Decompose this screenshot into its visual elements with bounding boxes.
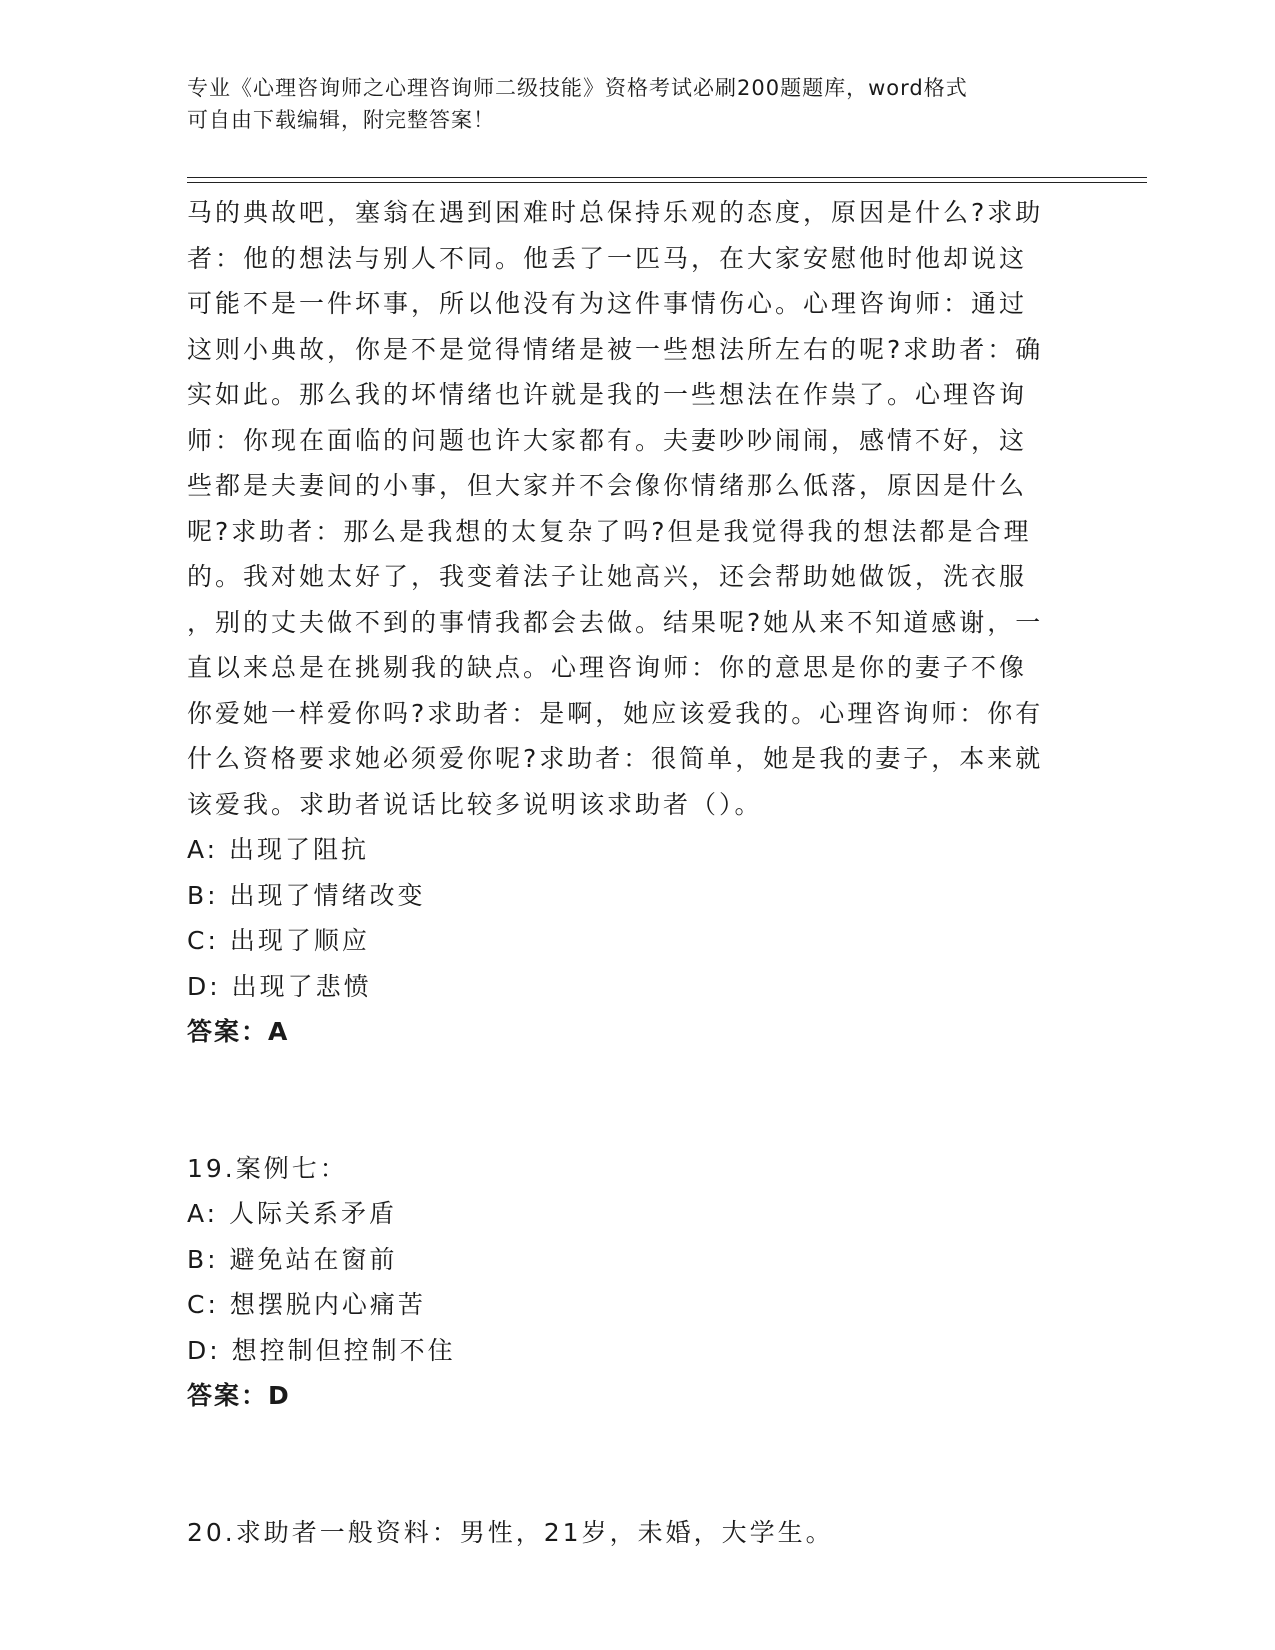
- stem-line: 可能不是一件坏事，所以他没有为这件事情伤心。心理咨询师：通过: [187, 289, 1028, 318]
- q19-answer: 答案：D: [187, 1381, 291, 1410]
- q18-option-d: D: 出现了悲愤: [187, 971, 372, 1001]
- q19-option-a: A: 人际关系矛盾: [187, 1199, 398, 1228]
- stem-line: 什么资格要求她必须爱你呢?求助者：很简单，她是我的妻子，本来就: [187, 744, 1044, 773]
- q19-option-b: B: 避免站在窗前: [187, 1244, 398, 1274]
- stem-line: 该爱我。求助者说话比较多说明该求助者（）。: [187, 789, 763, 819]
- q19-title: 19.案例七：: [187, 1153, 348, 1183]
- stem-line: 呢?求助者：那么是我想的太复杂了吗?但是我觉得我的想法都是合理: [187, 516, 1032, 546]
- header-line-2: 可自由下载编辑，附完整答案！: [187, 108, 495, 132]
- header-line-1: 专业《心理咨询师之心理咨询师二级技能》资格考试必刷200题题库，word格式: [187, 76, 968, 100]
- q18-option-b: B: 出现了情绪改变: [187, 880, 426, 910]
- q19-option-d: D: 想控制但控制不住: [187, 1335, 456, 1365]
- q18-option-a: A: 出现了阻抗: [187, 835, 370, 864]
- stem-line: ，别的丈夫做不到的事情我都会去做。结果呢?她从来不知道感谢，一: [187, 607, 1044, 637]
- document-header: [187, 72, 1067, 136]
- q18-option-c: C: 出现了顺应: [187, 926, 370, 955]
- stem-line: 些都是夫妻间的小事，但大家并不会像你情绪那么低落，原因是什么: [187, 471, 1028, 500]
- q20-title: 20.求助者一般资料：男性，21岁，未婚，大学生。: [187, 1517, 834, 1547]
- q18-answer: 答案：A: [187, 1017, 290, 1046]
- question-18-stem: [187, 190, 1067, 827]
- stem-line: 师：你现在面临的问题也许大家都有。夫妻吵吵闹闹，感情不好，这: [187, 425, 1028, 455]
- spacer: [187, 1419, 1067, 1510]
- spacer: [187, 1055, 1067, 1146]
- stem-line: 马的典故吧，塞翁在遇到困难时总保持乐观的态度，原因是什么?求助: [187, 198, 1044, 227]
- stem-line: 你爱她一样爱你吗?求助者：是啊，她应该爱我的。心理咨询师：你有: [187, 698, 1044, 728]
- stem-line: 实如此。那么我的坏情绪也许就是我的一些想法在作祟了。心理咨询: [187, 380, 1028, 409]
- stem-line: 直以来总是在挑剔我的缺点。心理咨询师：你的意思是你的妻子不像: [187, 653, 1028, 682]
- header-rule-top: [187, 177, 1147, 178]
- header-rule-bottom: [187, 182, 1147, 183]
- q19-option-c: C: 想摆脱内心痛苦: [187, 1290, 426, 1319]
- stem-line: 者：他的想法与别人不同。他丢了一匹马，在大家安慰他时他却说这: [187, 243, 1028, 273]
- stem-line: 的。我对她太好了，我变着法子让她高兴，还会帮助她做饭，洗衣服: [187, 562, 1028, 591]
- stem-line: 这则小典故，你是不是觉得情绪是被一些想法所左右的呢?求助者：确: [187, 334, 1044, 364]
- document-body: [187, 190, 1067, 1555]
